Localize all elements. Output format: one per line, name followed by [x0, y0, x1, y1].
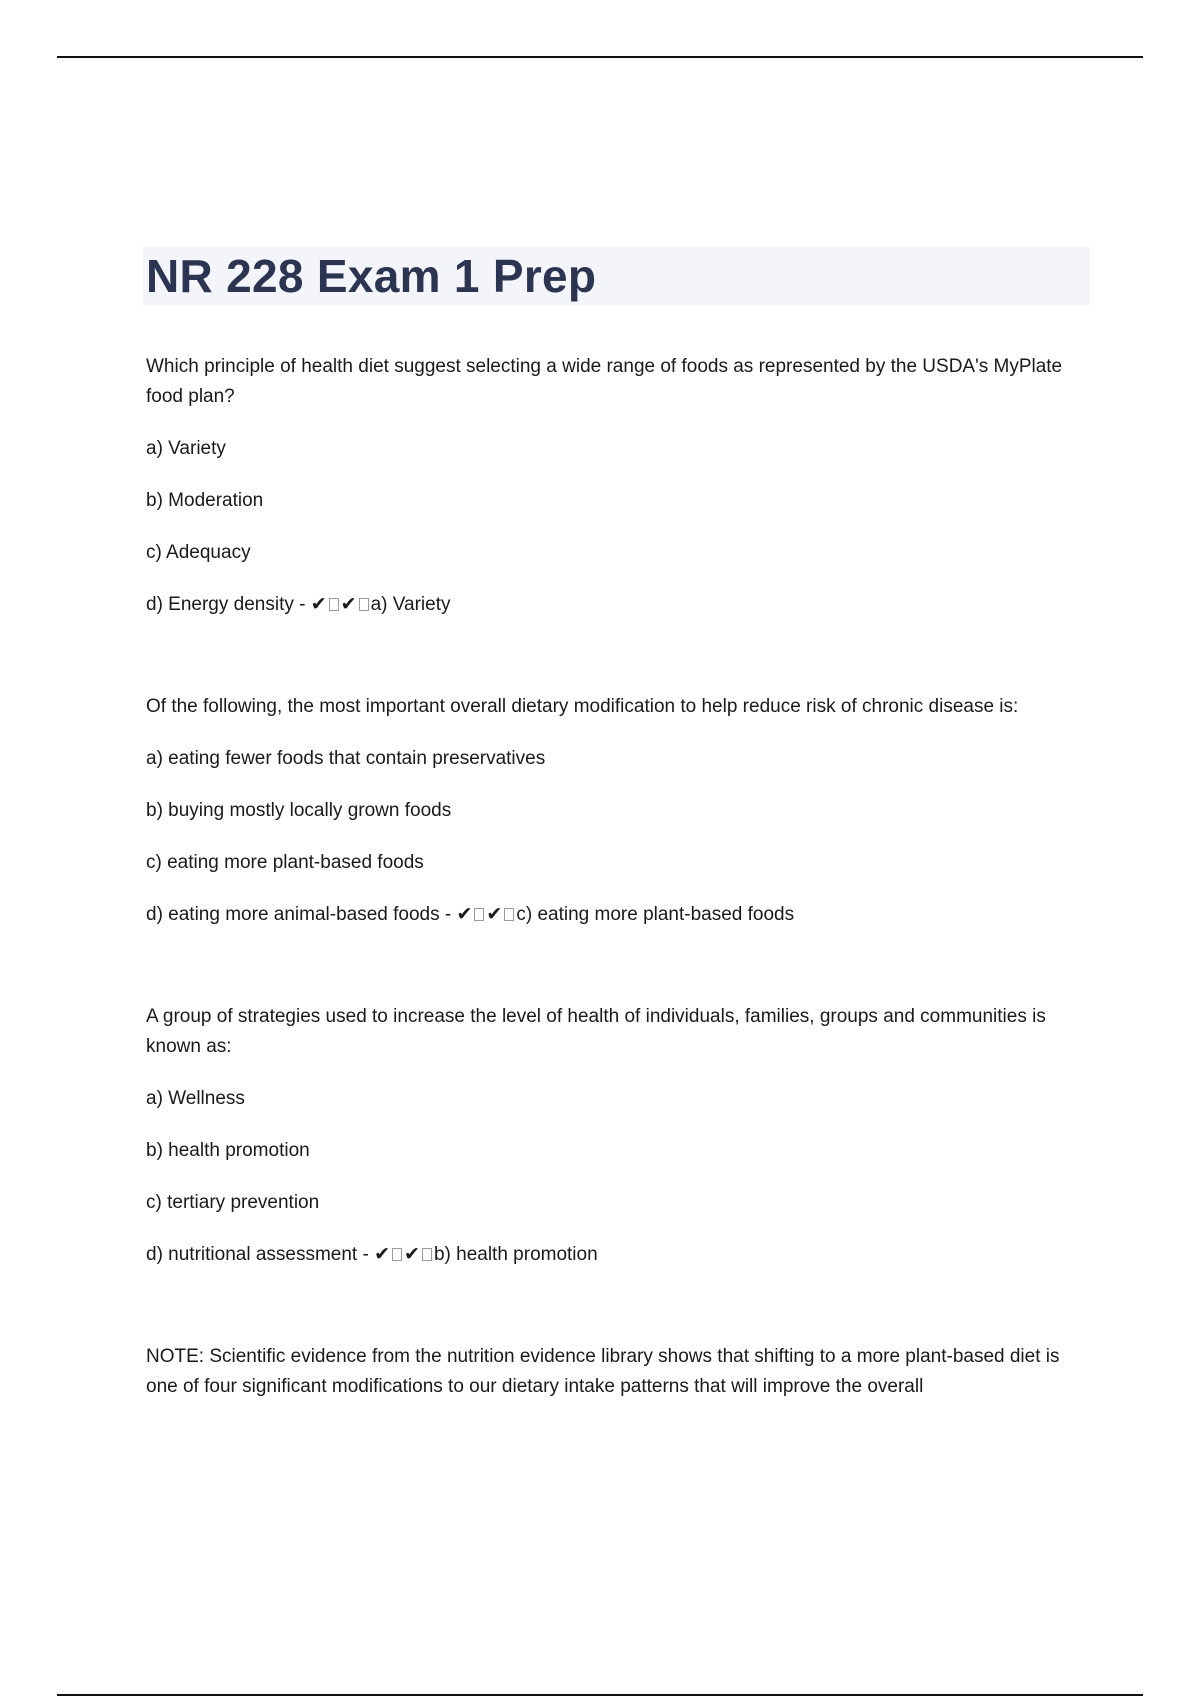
- option-b: b) Moderation: [146, 490, 264, 511]
- box-glyph-icon: [504, 908, 514, 921]
- question-text: A group of strategies used to increase the level of health of individuals, families, groups and communities is known as:: [146, 1006, 1046, 1057]
- check-mark-icon: ✔: [456, 904, 474, 925]
- option-d-with-answer: [146, 590, 1086, 620]
- option-b: b) buying mostly locally grown foods: [146, 800, 452, 821]
- option-d-with-answer: [146, 900, 1086, 930]
- check-mark-icon: ✔: [404, 1244, 421, 1265]
- answer-text: b) health promotion: [433, 1244, 598, 1265]
- question-block: [146, 352, 1086, 620]
- bottom-rule: [57, 1694, 1143, 1696]
- question-text: Which principle of health diet suggest selecting a wide range of foods as represented by the USDA's MyPlate food plan?: [146, 356, 1063, 407]
- option-b: b) health promotion: [146, 1140, 310, 1161]
- option-d: d) Energy density -: [146, 594, 306, 615]
- option-c: c) tertiary prevention: [146, 1192, 320, 1213]
- option-a: a) Wellness: [146, 1088, 245, 1109]
- answer-text: c) eating more plant-based foods: [516, 904, 795, 925]
- check-mark-icon: ✔: [340, 594, 358, 615]
- box-glyph-icon: [329, 598, 339, 611]
- option-a: a) Variety: [146, 438, 226, 459]
- answer-marker: [457, 900, 517, 930]
- option-a: a) eating fewer foods that contain preservatives: [146, 748, 546, 769]
- box-glyph-icon: [392, 1248, 402, 1261]
- answer-marker: [374, 1240, 434, 1270]
- page-title: NR 228 Exam 1 Prep: [146, 250, 597, 302]
- question-block: [146, 692, 1086, 930]
- document-body: [146, 352, 1086, 1402]
- option-d: d) nutritional assessment -: [146, 1244, 369, 1265]
- option-c: c) eating more plant-based foods: [146, 852, 424, 873]
- box-glyph-icon: [422, 1248, 432, 1261]
- check-mark-icon: ✔: [486, 904, 504, 925]
- check-mark-icon: ✔: [374, 1244, 392, 1265]
- option-d-with-answer: [146, 1240, 1086, 1270]
- note-paragraph: NOTE: Scientific evidence from the nutrition evidence library shows that shifting to a more plant-based diet is one of four significant modifications to our dietary intake patterns that will improve the overall: [146, 1346, 1060, 1397]
- option-d: d) eating more animal-based foods -: [146, 904, 452, 925]
- top-rule: [57, 56, 1143, 58]
- check-mark-icon: ✔: [310, 594, 328, 615]
- answer-marker: [311, 590, 371, 620]
- option-c: c) Adequacy: [146, 542, 251, 563]
- answer-text: a) Variety: [370, 594, 451, 615]
- question-text: Of the following, the most important overall dietary modification to help reduce risk of chronic disease is:: [146, 696, 1019, 717]
- question-block: [146, 1002, 1086, 1270]
- box-glyph-icon: [474, 908, 484, 921]
- box-glyph-icon: [359, 598, 369, 611]
